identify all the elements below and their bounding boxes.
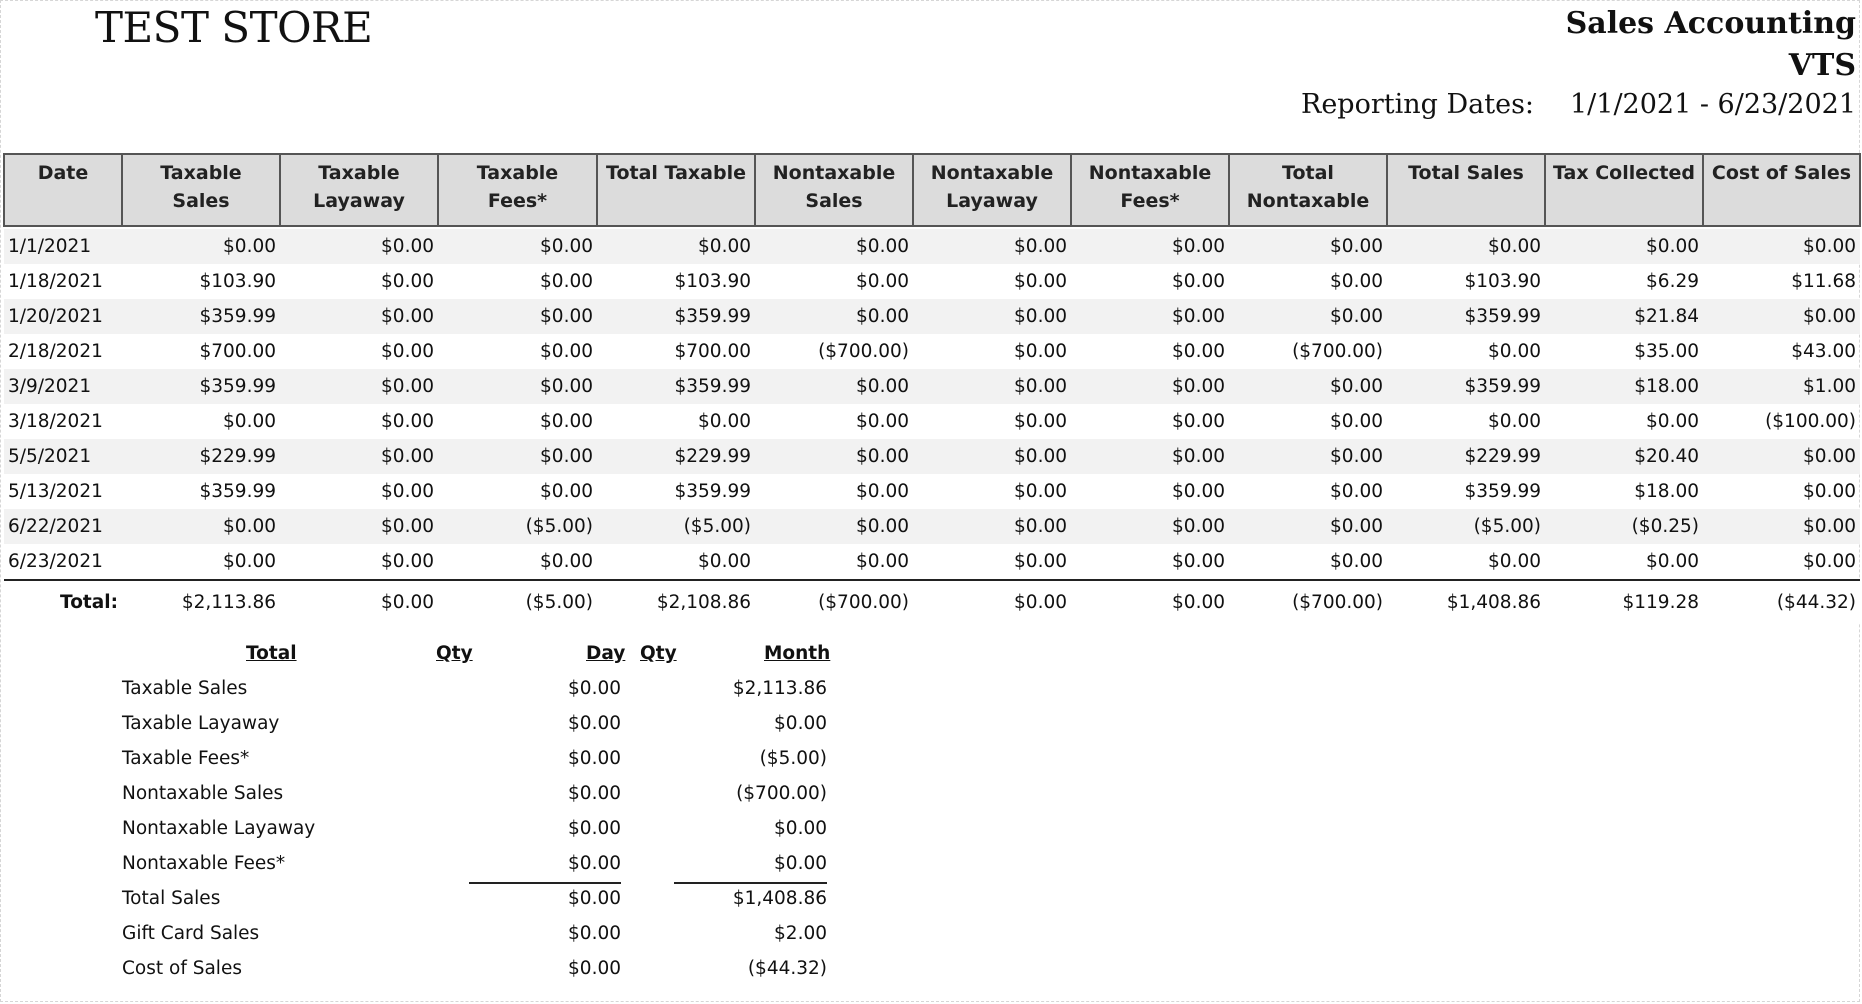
amount-cell: $0.00	[698, 551, 751, 572]
amount-cell: $0.00	[280, 299, 438, 334]
date-cell: 3/18/2021	[8, 411, 103, 432]
amount-cell: $0.00	[1488, 551, 1541, 572]
amount-cell: $0.00	[856, 411, 909, 432]
total-cell: ($700.00)	[1229, 580, 1387, 623]
amount-cell: ($5.00)	[438, 509, 597, 544]
sales-table	[3, 153, 1861, 623]
total-cell: $1,408.86	[1387, 580, 1545, 623]
amount-cell: ($100.00)	[1765, 411, 1856, 432]
summary-month-value: ($700.00)	[736, 783, 827, 804]
amount-cell: $0.00	[913, 509, 1071, 544]
amount-cell: $229.99	[122, 439, 280, 474]
amount-cell: $0.00	[755, 299, 913, 334]
total-cell: ($5.00)	[438, 580, 597, 623]
amount-cell: $0.00	[280, 229, 438, 264]
table-row	[4, 404, 1860, 439]
report-title	[1566, 3, 1856, 87]
summary-month-value: $2,113.86	[732, 678, 827, 699]
amount-cell: $43.00	[1791, 341, 1856, 362]
summary-month-value: ($44.32)	[747, 958, 827, 979]
amount-cell: $0.00	[1488, 341, 1541, 362]
amount-cell: $0.00	[755, 369, 913, 404]
amount-cell: $229.99	[1387, 439, 1545, 474]
amount-cell: $0.00	[540, 411, 593, 432]
summary-row-label: Taxable Layaway	[122, 713, 280, 734]
table-body	[4, 226, 1860, 623]
amount-cell: $0.00	[1071, 439, 1229, 474]
date-cell: 6/23/2021	[8, 551, 103, 572]
amount-cell: $0.00	[1646, 551, 1699, 572]
total-cell: ($44.32)	[1703, 580, 1860, 623]
totals-row	[4, 580, 1860, 623]
table-row	[4, 334, 1860, 369]
reporting-dates-label: Reporting Dates:	[1301, 89, 1535, 120]
amount-cell: $0.00	[1703, 439, 1860, 474]
amount-cell: $103.90	[199, 271, 276, 292]
total-cell: ($700.00)	[755, 580, 913, 623]
amount-cell: $700.00	[199, 341, 276, 362]
amount-cell: $18.00	[1545, 369, 1703, 404]
summary-day-value: $0.00	[568, 888, 621, 909]
amount-cell: $0.00	[280, 369, 438, 404]
amount-cell: $0.00	[1330, 551, 1383, 572]
summary-header-qty-month: Qty	[640, 643, 677, 664]
summary-header-month: Month	[764, 643, 831, 664]
table-row	[4, 544, 1860, 580]
table-row	[4, 229, 1860, 264]
amount-cell: $21.84	[1545, 299, 1703, 334]
summary-day-value: $0.00	[568, 748, 621, 769]
amount-cell: $0.00	[1172, 481, 1225, 502]
summary-header-day: Day	[586, 643, 626, 664]
amount-cell: $0.00	[280, 439, 438, 474]
amount-cell: ($0.25)	[1545, 509, 1703, 544]
column-header: Total Nontaxable	[1229, 154, 1387, 226]
amount-cell: $0.00	[1229, 229, 1387, 264]
amount-cell: $20.40	[1545, 439, 1703, 474]
amount-cell: $0.00	[122, 229, 280, 264]
summary-day-value: $0.00	[568, 923, 621, 944]
amount-cell: $0.00	[280, 509, 438, 544]
date-cell: 3/9/2021	[4, 369, 122, 404]
amount-cell: $0.00	[913, 439, 1071, 474]
summary-header-total: Total	[246, 643, 297, 664]
amount-cell: $0.00	[1703, 299, 1860, 334]
amount-cell: $0.00	[913, 369, 1071, 404]
table-row	[4, 299, 1860, 334]
date-cell: 2/18/2021	[8, 341, 103, 362]
amount-cell: $0.00	[856, 271, 909, 292]
amount-cell: $0.00	[1014, 481, 1067, 502]
amount-cell: $0.00	[540, 341, 593, 362]
amount-cell: $0.00	[1014, 341, 1067, 362]
amount-cell: $0.00	[438, 299, 597, 334]
table-row	[4, 509, 1860, 544]
amount-cell: $0.00	[1229, 509, 1387, 544]
amount-cell: $0.00	[1229, 299, 1387, 334]
date-cell: 1/1/2021	[4, 229, 122, 264]
column-header: Nontaxable Sales	[755, 154, 913, 226]
amount-cell: $359.99	[199, 481, 276, 502]
amount-cell: $0.00	[1330, 411, 1383, 432]
amount-cell: $0.00	[1545, 229, 1703, 264]
amount-cell: $0.00	[1387, 229, 1545, 264]
amount-cell: $0.00	[1071, 369, 1229, 404]
summary-row-label: Taxable Sales	[122, 678, 248, 699]
amount-cell: $103.90	[1464, 271, 1541, 292]
column-header: Taxable Layaway	[280, 154, 438, 226]
column-header: Tax Collected	[1545, 154, 1703, 226]
amount-cell: $359.99	[122, 369, 280, 404]
amount-cell: $0.00	[122, 509, 280, 544]
amount-cell: $0.00	[1330, 481, 1383, 502]
total-cell: $0.00	[913, 580, 1071, 623]
summary-month-value: $0.00	[774, 818, 827, 839]
amount-cell: $0.00	[755, 229, 913, 264]
summary-month-value: ($5.00)	[759, 748, 827, 769]
day-subtotal-rule	[469, 882, 621, 884]
amount-cell: $0.00	[381, 271, 434, 292]
amount-cell: $0.00	[381, 551, 434, 572]
total-cell: $0.00	[280, 580, 438, 623]
total-label: Total:	[4, 580, 122, 623]
column-header: Total Sales	[1387, 154, 1545, 226]
amount-cell: $11.68	[1791, 271, 1856, 292]
amount-cell: $0.00	[755, 439, 913, 474]
amount-cell: $0.00	[540, 551, 593, 572]
amount-cell: $0.00	[223, 551, 276, 572]
amount-cell: $0.00	[1646, 411, 1699, 432]
amount-cell: $35.00	[1634, 341, 1699, 362]
amount-cell: $0.00	[1172, 341, 1225, 362]
column-header: Nontaxable Layaway	[913, 154, 1071, 226]
amount-cell: ($5.00)	[1387, 509, 1545, 544]
summary-row-label: Cost of Sales	[122, 958, 242, 979]
amount-cell: ($5.00)	[597, 509, 755, 544]
amount-cell: $0.00	[1229, 439, 1387, 474]
summary-day-value: $0.00	[568, 958, 621, 979]
summary-day-value: $0.00	[568, 713, 621, 734]
amount-cell: $359.99	[122, 299, 280, 334]
amount-cell: $359.99	[597, 369, 755, 404]
summary-month-value: $1,408.86	[732, 888, 827, 909]
summary-row-label: Nontaxable Layaway	[122, 818, 316, 839]
column-header: Nontaxable Fees*	[1071, 154, 1229, 226]
amount-cell: $0.00	[1803, 551, 1856, 572]
amount-cell: $1.00	[1703, 369, 1860, 404]
date-cell: 1/20/2021	[4, 299, 122, 334]
amount-cell: $0.00	[438, 439, 597, 474]
amount-cell: $0.00	[856, 481, 909, 502]
month-subtotal-rule	[674, 882, 827, 884]
amount-cell: $0.00	[1488, 411, 1541, 432]
column-header: Total Taxable	[597, 154, 755, 226]
amount-cell: $0.00	[1703, 509, 1860, 544]
amount-cell: $229.99	[597, 439, 755, 474]
summary-day-value: $0.00	[568, 783, 621, 804]
amount-cell: $0.00	[1172, 271, 1225, 292]
amount-cell: $700.00	[674, 341, 751, 362]
amount-cell: $0.00	[698, 411, 751, 432]
amount-cell: $0.00	[1803, 481, 1856, 502]
table-header-row	[4, 154, 1860, 226]
amount-cell: $0.00	[381, 341, 434, 362]
amount-cell: $359.99	[674, 481, 751, 502]
amount-cell: $0.00	[856, 551, 909, 572]
amount-cell: $0.00	[1703, 229, 1860, 264]
total-cell: $0.00	[1071, 580, 1229, 623]
total-cell: $2,113.86	[122, 580, 280, 623]
date-cell: 1/18/2021	[8, 271, 103, 292]
summary-month-value: $2.00	[774, 923, 827, 944]
summary-row-label: Nontaxable Sales	[122, 783, 284, 804]
amount-cell: $0.00	[913, 299, 1071, 334]
amount-cell: $0.00	[1172, 551, 1225, 572]
table-row	[4, 264, 1860, 299]
amount-cell: ($700.00)	[818, 341, 909, 362]
amount-cell: $0.00	[1071, 509, 1229, 544]
amount-cell: $0.00	[1071, 299, 1229, 334]
amount-cell: $0.00	[755, 509, 913, 544]
column-header: Cost of Sales	[1703, 154, 1860, 226]
summary-section	[1, 637, 841, 997]
amount-cell: $0.00	[540, 481, 593, 502]
date-cell: 5/13/2021	[8, 481, 103, 502]
summary-row-label: Gift Card Sales	[122, 923, 260, 944]
amount-cell: $0.00	[913, 229, 1071, 264]
summary-row-label: Nontaxable Fees*	[122, 853, 286, 874]
summary-row-label: Total Sales	[122, 888, 221, 909]
summary-day-value: $0.00	[568, 678, 621, 699]
total-cell: $2,108.86	[597, 580, 755, 623]
table-row	[4, 474, 1860, 509]
amount-cell: $0.00	[1172, 411, 1225, 432]
amount-cell: $0.00	[1014, 271, 1067, 292]
summary-month-value: $0.00	[774, 853, 827, 874]
amount-cell: $18.00	[1634, 481, 1699, 502]
amount-cell: $0.00	[223, 411, 276, 432]
amount-cell: $0.00	[438, 369, 597, 404]
amount-cell: $0.00	[1071, 229, 1229, 264]
amount-cell: $6.29	[1646, 271, 1699, 292]
amount-cell: $0.00	[1014, 551, 1067, 572]
summary-day-value: $0.00	[568, 853, 621, 874]
amount-cell: $103.90	[674, 271, 751, 292]
amount-cell: $359.99	[1464, 481, 1541, 502]
amount-cell: $0.00	[381, 411, 434, 432]
amount-cell: $359.99	[597, 299, 755, 334]
amount-cell: $0.00	[1229, 369, 1387, 404]
amount-cell: $359.99	[1387, 369, 1545, 404]
date-cell: 5/5/2021	[4, 439, 122, 474]
column-header: Taxable Sales	[122, 154, 280, 226]
total-cell: $119.28	[1545, 580, 1703, 623]
summary-row-label: Taxable Fees*	[122, 748, 250, 769]
amount-cell: $0.00	[540, 271, 593, 292]
report-title-line-1: Sales Accounting	[1565, 6, 1856, 41]
table-row	[4, 369, 1860, 404]
amount-cell: $0.00	[1014, 411, 1067, 432]
amount-cell: $0.00	[597, 229, 755, 264]
amount-cell: $359.99	[1387, 299, 1545, 334]
summary-month-value: $0.00	[774, 713, 827, 734]
summary-day-value: $0.00	[568, 818, 621, 839]
column-header: Date	[4, 154, 122, 226]
date-cell: 6/22/2021	[4, 509, 122, 544]
column-header: Taxable Fees*	[438, 154, 597, 226]
amount-cell: $0.00	[1330, 271, 1383, 292]
store-name: TEST STORE	[95, 3, 373, 52]
amount-cell: $0.00	[438, 229, 597, 264]
amount-cell: $0.00	[381, 481, 434, 502]
reporting-dates-value: 1/1/2021 - 6/23/2021	[1570, 89, 1856, 120]
report-title-line-2: VTS	[1788, 48, 1856, 83]
table-row	[4, 439, 1860, 474]
amount-cell: ($700.00)	[1292, 341, 1383, 362]
summary-header-qty-day: Qty	[436, 643, 473, 664]
